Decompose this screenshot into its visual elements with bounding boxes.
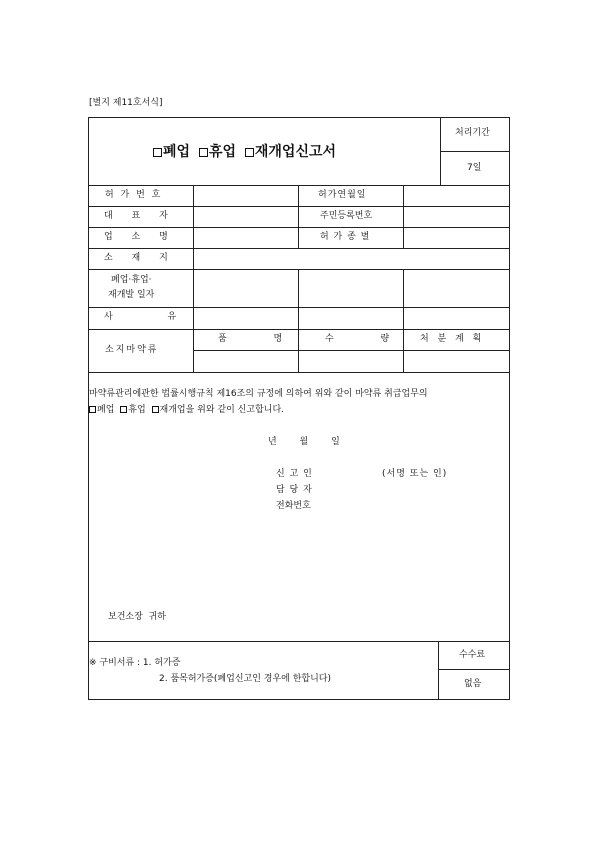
narcotics-entry-field[interactable] — [194, 351, 509, 372]
footer-divider — [438, 641, 439, 699]
reason-field[interactable] — [194, 308, 509, 329]
closure-date-field[interactable] — [194, 270, 509, 307]
closure-date-label-1: 폐업·휴업· — [111, 275, 152, 285]
row-line — [88, 329, 510, 330]
closure-date-label-2: 재개발 일자 — [108, 290, 155, 300]
representative-label: 대 표 자 — [104, 211, 176, 221]
location-label: 소 재 지 — [104, 253, 176, 263]
footer-line — [88, 641, 510, 642]
required-documents-label: ※ 구비서류 : 1. 허가증 — [89, 658, 181, 668]
fee-divider — [438, 669, 510, 670]
phone-label: 전화번호 — [276, 501, 311, 511]
business-name-label: 업 소 명 — [104, 232, 176, 242]
closure-checkbox[interactable] — [153, 148, 162, 157]
required-documents-item-2: 2. 품목허가증(폐업신고인 경우에 한합니다) — [159, 674, 331, 684]
business-name-field[interactable] — [194, 228, 298, 248]
declaration-text-1: 마약류관리에관한 법률시행규칙 제16조의 규정에 의하여 위와 같이 마약류 취급업무의 — [89, 389, 428, 399]
body-option-reopening: 재개업을 위와 같이 신고합니다. — [159, 405, 284, 415]
form-number: [별지 제11호서식] — [89, 98, 163, 108]
form-title — [153, 145, 336, 159]
permit-number-label: 허 가 번 호 — [105, 190, 163, 200]
permit-date-field[interactable] — [404, 186, 509, 206]
manager-label: 담 당 자 — [276, 485, 313, 495]
signature-note: (서명 또는 인) — [382, 469, 448, 479]
item-name-header: 품 명 — [218, 334, 305, 344]
permit-number-field[interactable] — [194, 186, 298, 206]
reopening-checkbox[interactable] — [245, 148, 254, 157]
disposal-plan-header: 처 분 계 획 — [420, 334, 485, 344]
resident-number-field[interactable] — [404, 207, 509, 227]
narcotics-held-label: 소지마약류 — [105, 345, 159, 355]
closure-checkbox-small[interactable] — [89, 406, 96, 413]
title-option-reopening: 재개업신고서 — [254, 144, 337, 160]
location-field[interactable] — [194, 249, 509, 269]
fee-label: 수수료 — [459, 650, 486, 660]
permit-type-label: 허 가 종 별 — [320, 232, 371, 242]
declarant-label: 신 고 인 — [276, 469, 313, 479]
declaration-text-2 — [89, 406, 284, 415]
processing-period-label: 처리기간 — [455, 128, 490, 138]
permit-date-label: 허가연월일 — [318, 190, 367, 200]
processing-divider — [440, 151, 510, 152]
quantity-header: 수 량 — [325, 334, 412, 344]
col-line — [298, 185, 299, 248]
row-line — [88, 372, 510, 373]
title-option-closure: 폐업 — [163, 144, 191, 160]
body-option-closure: 폐업 — [97, 405, 115, 415]
frame-bottom — [88, 699, 510, 700]
date-line: 년 월 일 — [268, 437, 350, 447]
suspension-checkbox[interactable] — [199, 148, 208, 157]
frame-top — [88, 117, 510, 118]
reason-label: 사 유 — [104, 312, 203, 322]
resident-number-label: 주민등록번호 — [320, 211, 373, 221]
suspension-checkbox-small[interactable] — [120, 406, 127, 413]
recipient: 보건소장 귀하 — [108, 612, 166, 622]
body-option-suspension: 휴업 — [128, 405, 146, 415]
frame-right — [509, 117, 510, 700]
fee-value: 없음 — [464, 679, 482, 689]
permit-type-field[interactable] — [404, 228, 509, 248]
title-option-suspension: 휴업 — [208, 144, 236, 160]
processing-period-value: 7일 — [467, 163, 482, 173]
representative-field[interactable] — [194, 207, 298, 227]
reopening-checkbox-small[interactable] — [152, 406, 159, 413]
